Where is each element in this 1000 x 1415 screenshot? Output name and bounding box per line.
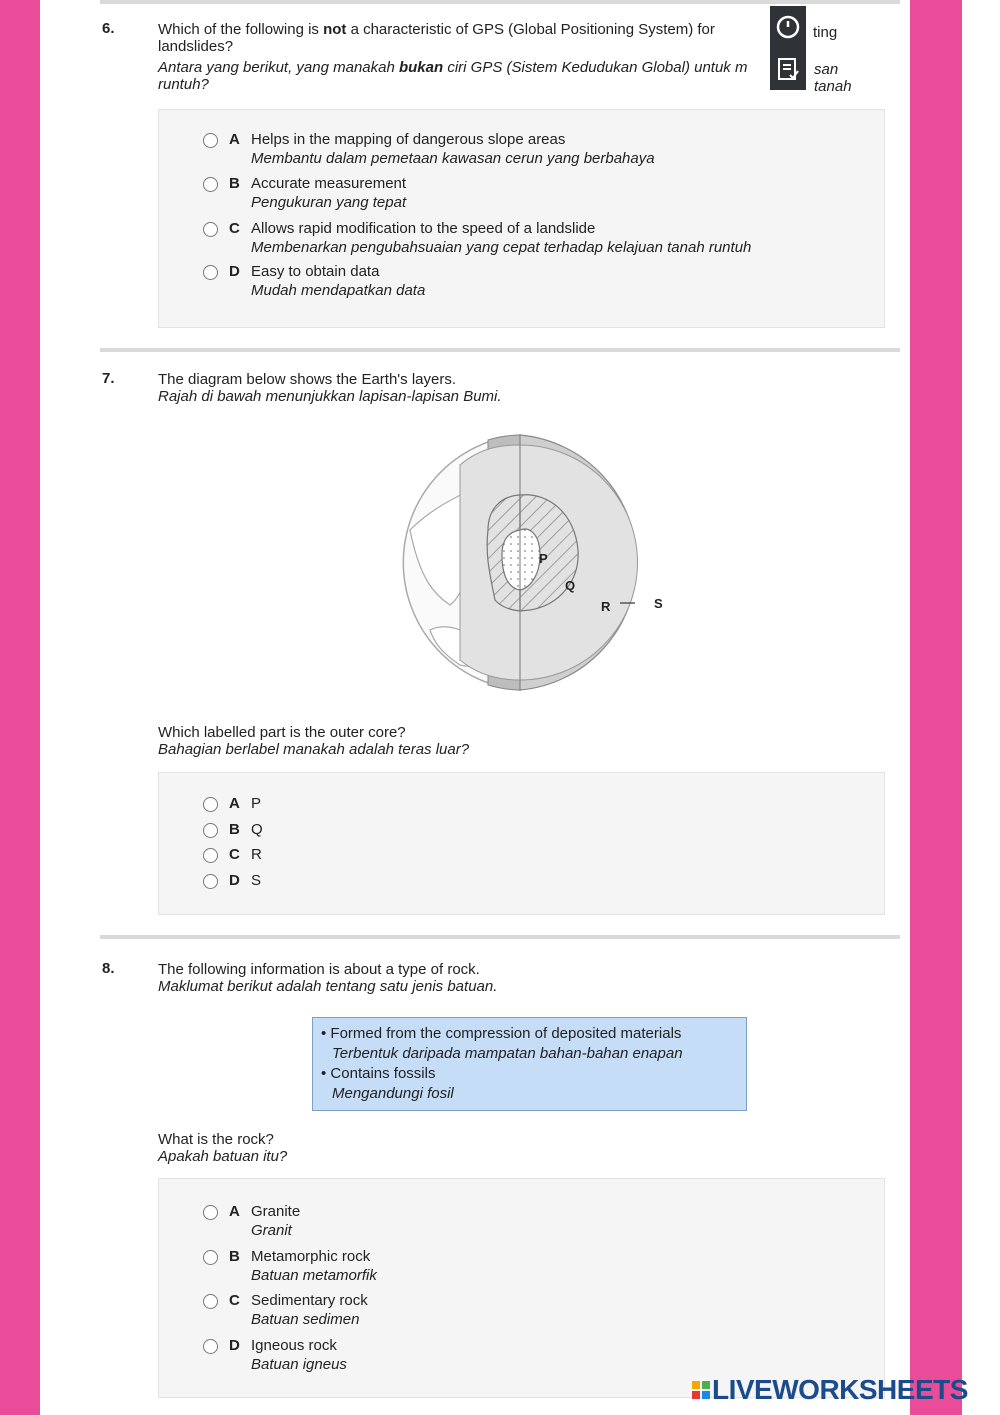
question-number: 8. — [102, 960, 115, 977]
question-prompt: What is the rock? Apakah batuan itu? — [158, 1131, 288, 1165]
radio-button[interactable] — [203, 1339, 218, 1354]
checklist-icon — [775, 56, 801, 82]
earth-layers-diagram — [390, 430, 663, 695]
divider — [100, 935, 900, 939]
label-r: R — [601, 599, 611, 614]
info-item: • Contains fossils — [321, 1065, 436, 1082]
question-number: 6. — [102, 20, 115, 37]
worksheet-page — [90, 0, 910, 1415]
radio-button[interactable] — [203, 848, 218, 863]
timer-icon — [775, 14, 801, 40]
radio-button[interactable] — [203, 1250, 218, 1265]
label-q: Q — [565, 578, 576, 593]
liveworksheets-logo: LIVEWORKSHEETS — [692, 1374, 968, 1406]
info-item: • Formed from the compression of deposited materials — [321, 1025, 682, 1042]
radio-button[interactable] — [203, 797, 218, 812]
label-s: S — [654, 596, 663, 611]
answer-options: A Helps in the mapping of dangerous slope areas Membantu dalam pemetaan kawasan cerun yang berbahaya B Accurate measurement Pengukuran yang tepat C Allows rapid modification to the speed of a landslide Membenarkan pengubahsuaian yang cepat terhadap kelajuan tanah runtuh D Easy to obtain data Mudah mendapatkan data — [158, 109, 885, 328]
question-text: Which of the following is not a characteristic of GPS (Global Positioning System) for ting landslides? Antara yang berikut, yang manakah bukan ciri GPS (Sistem Kedudukan Global) untuk m san tanah runtuh? — [158, 21, 852, 95]
radio-button[interactable] — [203, 265, 218, 280]
radio-button[interactable] — [203, 133, 218, 148]
divider — [100, 0, 900, 4]
answer-options: A Granite Granit B Metamorphic rock Batuan metamorfik C Sedimentary rock Batuan sedimen D Igneous rock Batuan igneus — [158, 1178, 885, 1398]
checklist-button[interactable] — [770, 48, 806, 90]
question-text: The diagram below shows the Earth's layers. Rajah di bawah menunjukkan lapisan-lapisan Bumi. — [158, 371, 502, 405]
divider — [100, 348, 900, 352]
info-box: • Formed from the compression of deposited materials Terbentuk daripada mampatan bahan-bahan enapan • Contains fossils Mengandungi fosil — [312, 1017, 747, 1111]
radio-button[interactable] — [203, 874, 218, 889]
left-frame — [0, 0, 40, 1415]
label-p: P — [539, 551, 548, 566]
right-frame — [910, 0, 962, 1415]
radio-button[interactable] — [203, 177, 218, 192]
question-prompt: Which labelled part is the outer core? Bahagian berlabel manakah adalah teras luar? — [158, 724, 470, 758]
radio-button[interactable] — [203, 1205, 218, 1220]
logo-icon — [692, 1381, 710, 1399]
question-number: 7. — [102, 370, 115, 387]
question-text: The following information is about a type of rock. Maklumat berikut adalah tentang satu jenis batuan. — [158, 961, 498, 995]
radio-button[interactable] — [203, 222, 218, 237]
radio-button[interactable] — [203, 1294, 218, 1309]
answer-options: A P B Q C R D S — [158, 772, 885, 915]
timer-button[interactable] — [770, 6, 806, 48]
radio-button[interactable] — [203, 823, 218, 838]
